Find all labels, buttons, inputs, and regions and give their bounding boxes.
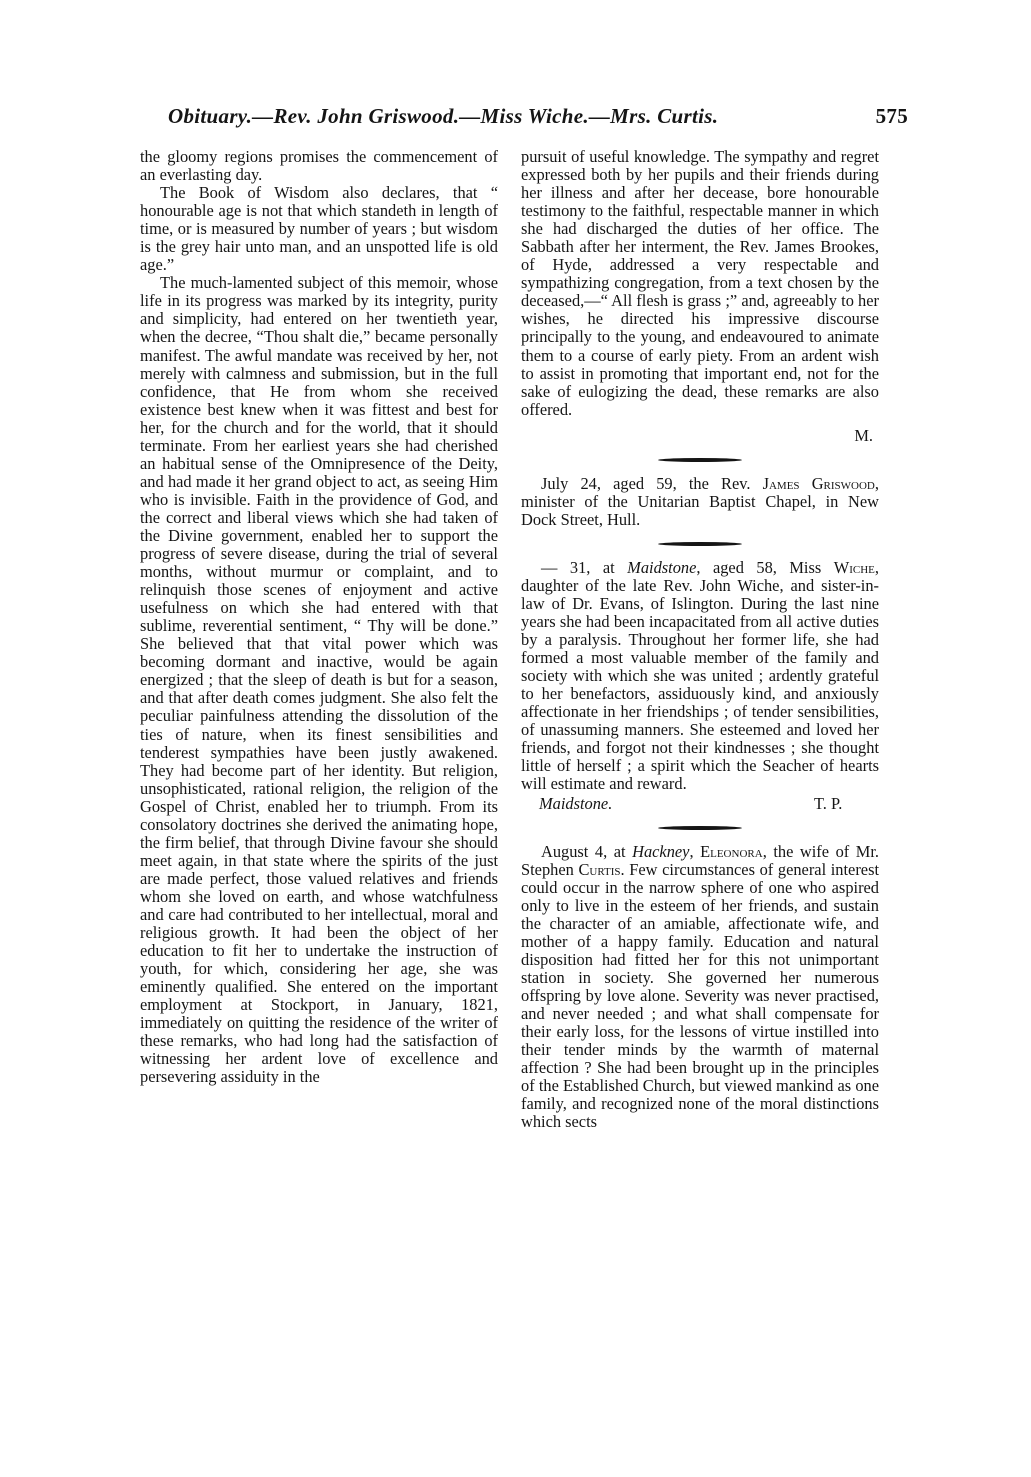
entry-text: — 31, at	[541, 557, 628, 577]
left-column	[140, 148, 498, 1086]
entry-text: July 24, aged 59, the Rev.	[541, 473, 763, 493]
deceased-name: Eleonora	[700, 841, 763, 861]
entry-text: , minister of the Unitarian Baptist Chapel, in New Dock Street, Hull.	[521, 473, 879, 529]
surname: Curtis	[578, 859, 621, 879]
entry-text: , daughter of the late Rev. John Wiche, and sister-in-law of Dr. Evans, of Islington. During the last nine years she had been incapacitated from all active duties by a paralysis. Throughout her former life, she had formed a most valuable member of the family and society with which she was united ; ardently grateful to her benefactors, assiduously kind, and anxiously affectionate in her friendships ; of tender sensibilities, of unassuming manners. She esteemed and loved her friends, and forgot not their kindnesses ; she thought little of herself ; a spirit which the Seacher of hearts will estimate and reward.	[521, 557, 879, 794]
right-column	[521, 148, 879, 1131]
entry-text: , aged 58, Miss	[696, 557, 834, 577]
section-divider	[521, 813, 879, 843]
deceased-name: Wiche	[833, 557, 875, 577]
obituary-entry-curtis	[521, 843, 879, 1132]
running-title: Obituary.—Rev. John Griswood.—Miss Wiche.—Mrs. Curtis.	[168, 104, 719, 128]
entry-text: ,	[689, 841, 701, 861]
entry-text: . Few circumstances of general interest could occur in the narrow sphere of one who aspired only to live in the esteem of her friends, and sustain the character of an amiable, affectionate wife, and mother of a happy family. Education and natural disposition had fitted her for this not unimportant station in society. She governed her numerous offspring by love alone. Severity was never practised, and never needed ; and what shall compensate for their early loss, for the lessons of virtue instilled into their tender minds by the warmth of maternal affection ? She had been brought up in the principles of the Established Church, but viewed mankind as one family, and recognized none of the moral distinctions which sects	[521, 859, 879, 1132]
paragraph: the gloomy regions promises the commencement of an everlasting day.	[140, 147, 498, 185]
entry-text: , the wife of Mr. Stephen	[521, 841, 879, 879]
place-name: Maidstone	[627, 557, 697, 577]
running-header	[168, 104, 908, 134]
paragraph: pursuit of useful knowledge. The sympathy and regret expressed both by her pupils and their friends during her illness and after her decease, bore honourable testimony to the faithful, respectable manner in which she had discharged the duties of her office. The Sabbath after her interment, the Rev. James Brookes, of Hyde, addressed a very respectable and sympathizing congregation, from a text chosen by the deceased,—“ All flesh is grass ;” and, agreeably to her wishes, he directed his impressive discourse principally to the young, and endeavoured to animate them to a course of early piety. From an ardent wish to assist in promoting that important end, not for the sake of eulogizing the dead, these remarks are also offered.	[521, 147, 879, 419]
place-name: Hackney	[632, 841, 690, 861]
signature-line	[521, 795, 879, 813]
page-number: 575	[875, 104, 908, 128]
deceased-name: James Griswood	[762, 473, 875, 493]
obituary-entry-wiche	[521, 559, 879, 794]
paragraph: The much-lamented subject of this memoir, whose life in its progress was marked by its integrity, purity and simplicity, had entered on her twentieth year, when the decree, “Thou shalt die,” became personally manifest. The awful mandate was received by her, not merely with calmness and submission, but in the full confidence, that He from whom she received existence best knew when it was fittest and best for her, for the church and for the world, that it should terminate. From her earliest years she had cherished an habitual sense of the Omnipresence of the Deity, and had made it her grand object to act, as seeing Him who is invisible. Faith in the providence of God, and the correct and liberal views which she had taken of the Divine government, enabled her to support the progress of severe disease, during the trial of several months, without murmur or complaint, and to relinquish those scenes of enjoyment and active usefulness on which she had entered with that sublime, reverential sentiment, “ Thy will be done.” She believed that that vital power which was becoming dormant and inactive, would be again energized ; that the sleep of death is but for a season, and that after death comes judgment. She also felt the peculiar painfulness attending the dissolution of the ties of nature, when its finest sensibilities and tenderest sympathies have been justly awakened. They had become part of her identity. But religion, unsophisticated, rational religion, the religion of the Gospel of Christ, enabled her to triumph. From its consolatory doctrines she derived the animating hope, the firm belief, that through Divine favour she should meet again, in that state where the spirits of the just are made perfect, those valued relatives and friends whom she loved on earth, and whose watchfulness and care had contributed to her intellectual, moral and religious growth. It had been the object of her education to fit her to undertake the instruction of youth, for which, considering her age, she was eminently qualified. She entered on the important employment at Stockport, in January, 1821, immediately on quitting the residence of the writer of these remarks, who had long had the satisfaction of witnessing her ardent love of excellence and persevering assiduity in the	[140, 273, 498, 1087]
paragraph: The Book of Wisdom also declares, that “ honourable age is not that which standeth in length of time, or is measured by number of years ; but wisdom is the grey hair unto man, and an unspotted life is old age.”	[140, 183, 498, 275]
signature-place: Maidstone.	[539, 793, 613, 813]
section-divider	[521, 445, 879, 475]
entry-text: August 4, at	[541, 841, 633, 861]
signature-initials: M.	[854, 425, 873, 445]
signature-initials: T. P.	[814, 793, 843, 813]
section-divider	[521, 529, 879, 559]
obituary-entry-griswood	[521, 475, 879, 529]
